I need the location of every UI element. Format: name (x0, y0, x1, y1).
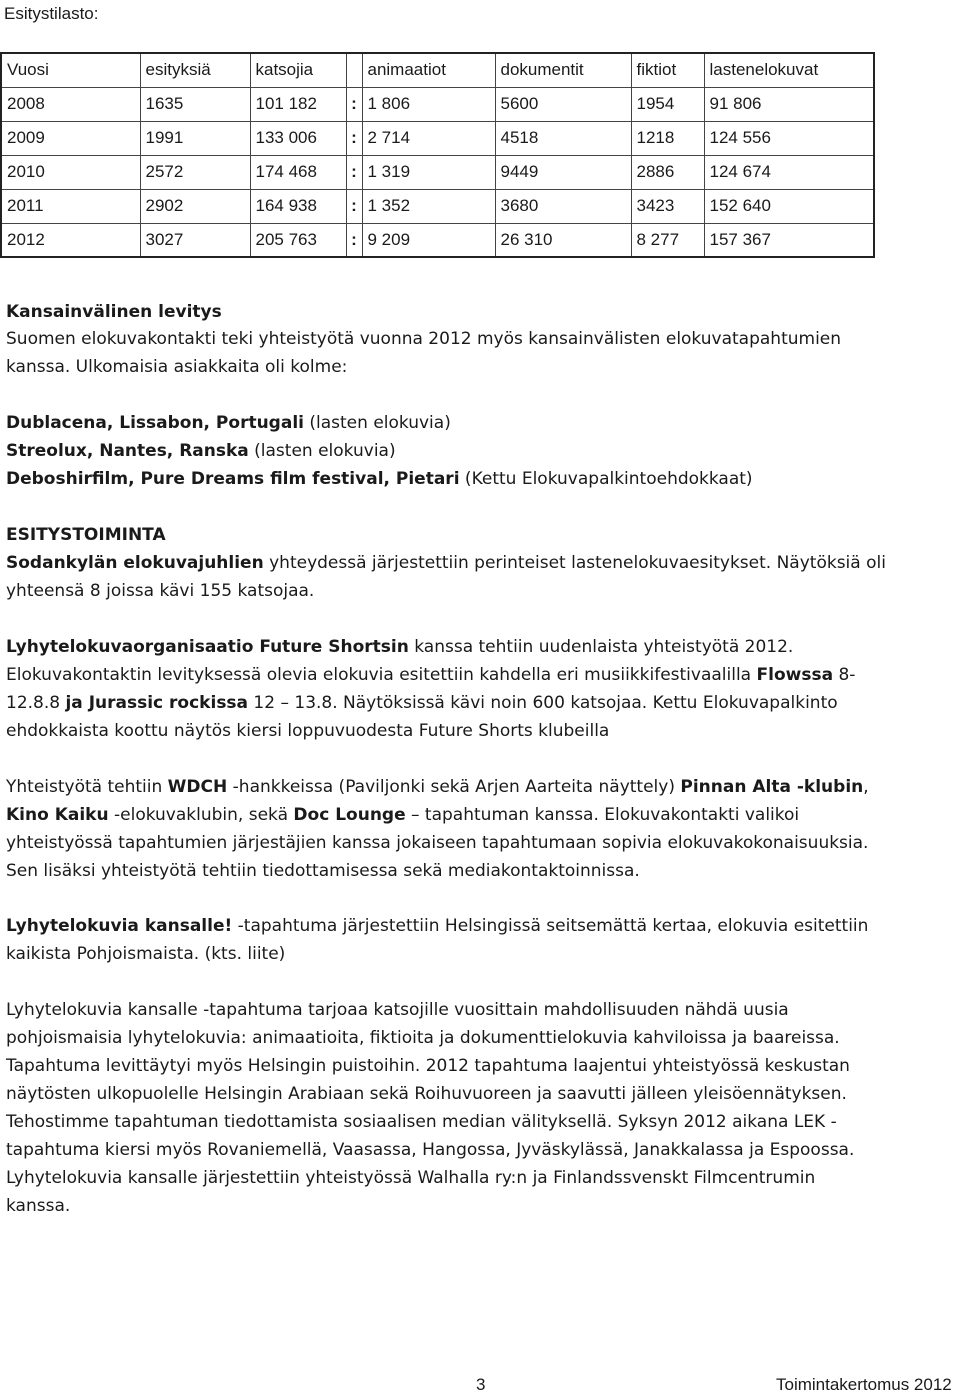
header-cell: animaatiot (362, 53, 495, 87)
table-cell: 2572 (140, 155, 250, 189)
table-cell: : (346, 155, 362, 189)
header-cell: fiktiot (631, 53, 704, 87)
header-cell: esityksiä (140, 53, 250, 87)
table-cell: 1 352 (362, 189, 495, 223)
table-cell: 157 367 (704, 223, 874, 257)
table-cell: 164 938 (250, 189, 346, 223)
footer-doc-title: Toimintakertomus 2012 (776, 1375, 952, 1394)
intl-title: Kansainvälinen levitys (6, 302, 222, 322)
yhteistyo-line: Yhteistyötä tehtiin WDCH -hankkeissa (Paviljonki sekä Arjen Aarteita näyttely) Pinnan Alta -klubin, (6, 777, 869, 797)
client-line: Deboshirfilm, Pure Dreams film festival, Pietari (Kettu Elokuvapalkintoehdokkaat) (6, 469, 753, 489)
lyhyt-desc-line: näytösten ulkopuolelle Helsingin Arabiaan sekä Roihuvuoreen ja saavutti jälleen yleisöennätyksen. (6, 1084, 847, 1104)
header-cell: katsojia (250, 53, 346, 87)
table-cell: 152 640 (704, 189, 874, 223)
lyhyt-desc-line: Tehostimme tapahtuman tiedottamista sosiaalisen median välityksellä. Syksyn 2012 aikana LEK - (6, 1112, 837, 1132)
lyhyt-line: kaikista Pohjoismaista. (kts. liite) (6, 944, 286, 964)
table-row (1, 189, 874, 223)
yhteistyo-line: Sen lisäksi yhteistyötä tehtiin tiedottamisessa sekä mediakontaktoinnissa. (6, 861, 640, 881)
yhteistyo-line: Kino Kaiku -elokuvaklubin, sekä Doc Lounge – tapahtuman kanssa. Elokuvakontakti valikoi (6, 805, 800, 825)
table-cell: : (346, 121, 362, 155)
table-cell: 205 763 (250, 223, 346, 257)
future-line: Elokuvakontaktin levityksessä olevia elokuvia esitettiin kahdella eri musiikkifestivaalilla Flowssa 8- (6, 665, 856, 685)
table-cell: 91 806 (704, 87, 874, 121)
table-cell: 1991 (140, 121, 250, 155)
stats-table (0, 52, 875, 258)
table-cell: 1635 (140, 87, 250, 121)
table-cell: 3680 (495, 189, 631, 223)
table-cell: 1 319 (362, 155, 495, 189)
header-cell (346, 53, 362, 87)
table-row (1, 155, 874, 189)
table-cell: 2902 (140, 189, 250, 223)
table-header-row (1, 53, 874, 87)
table-cell: 5600 (495, 87, 631, 121)
esitys-title: ESITYSTOIMINTA (6, 525, 166, 545)
table-cell: 8 277 (631, 223, 704, 257)
table-cell: 2886 (631, 155, 704, 189)
client-line: Streolux, Nantes, Ranska (lasten elokuvia) (6, 441, 396, 461)
yhteistyo-line: yhteistyössä tapahtumien järjestäjien kanssa jokaiseen tapahtumaan sopivia elokuvakokonaisuuksia. (6, 833, 869, 853)
lyhyt-desc-line: Lyhytelokuvia kansalle järjestettiin yhteistyössä Walhalla ry:n ja Finlandssvenskt Filmcentrumin (6, 1168, 816, 1188)
esitys-line: yhteensä 8 joissa kävi 155 katsojaa. (6, 581, 315, 601)
table-cell: 174 468 (250, 155, 346, 189)
table-cell: 1218 (631, 121, 704, 155)
table-cell: 4518 (495, 121, 631, 155)
table-cell: 124 674 (704, 155, 874, 189)
header-cell: dokumentit (495, 53, 631, 87)
intl-text-line: Suomen elokuvakontakti teki yhteistyötä vuonna 2012 myös kansainvälisten elokuvatapahtumien (6, 329, 842, 349)
table-cell: : (346, 87, 362, 121)
lyhyt-desc-line: tapahtuma kiersi myös Rovaniemellä, Vaasassa, Hangossa, Jyväskylässä, Janakkalassa ja Espoossa. (6, 1140, 855, 1160)
table-cell: 133 006 (250, 121, 346, 155)
table-cell: 2010 (1, 155, 140, 189)
header-cell: Vuosi (1, 53, 140, 87)
future-line: 12.8.8 ja Jurassic rockissa 12 – 13.8. Näytöksissä kävi noin 600 katsojaa. Kettu Elokuvapalkinto (6, 693, 838, 713)
table-cell: 101 182 (250, 87, 346, 121)
table-cell: 26 310 (495, 223, 631, 257)
client-line: Dublacena, Lissabon, Portugali (lasten elokuvia) (6, 413, 451, 433)
page-number: 3 (476, 1375, 486, 1394)
table-cell: 2012 (1, 223, 140, 257)
table-cell: 1954 (631, 87, 704, 121)
lyhyt-desc-line: pohjoismaisia lyhytelokuvia: animaatioita, fiktioita ja dokumenttielokuvia kahviloissa ja baareissa. (6, 1028, 840, 1048)
table-cell: 2 714 (362, 121, 495, 155)
table-cell: 9 209 (362, 223, 495, 257)
table-cell: 3027 (140, 223, 250, 257)
lyhyt-desc-line: Tapahtuma levittäytyi myös Helsingin puistoihin. 2012 tapahtuma laajentui yhteistyössä keskustan (6, 1056, 850, 1076)
table-cell: 124 556 (704, 121, 874, 155)
table-cell: 2011 (1, 189, 140, 223)
table-row (1, 223, 874, 257)
future-line: ehdokkaista koottu näytös kiersi loppuvuodesta Future Shorts klubeilla (6, 721, 610, 741)
lyhyt-line: Lyhytelokuvia kansalle! -tapahtuma järjestettiin Helsingissä seitsemättä kertaa, elokuvia esitettiin (6, 916, 869, 936)
lyhyt-desc-line: kanssa. (6, 1196, 71, 1216)
lyhyt-desc-line: Lyhytelokuvia kansalle -tapahtuma tarjoaa katsojille vuosittain mahdollisuuden nähdä uusia (6, 1000, 789, 1020)
table-row (1, 87, 874, 121)
table-cell: : (346, 189, 362, 223)
stats-heading: Esitystilasto: (4, 4, 99, 23)
table-cell: 2009 (1, 121, 140, 155)
esitys-line: Sodankylän elokuvajuhlien yhteydessä järjestettiin perinteiset lastenelokuvaesitykset. Näytöksiä oli (6, 553, 886, 573)
table-cell: 3423 (631, 189, 704, 223)
future-line: Lyhytelokuvaorganisaatio Future Shortsin kanssa tehtiin uudenlaista yhteistyötä 2012. (6, 637, 794, 657)
table-cell: 1 806 (362, 87, 495, 121)
table-cell: 9449 (495, 155, 631, 189)
table-cell: 2008 (1, 87, 140, 121)
table-cell: : (346, 223, 362, 257)
header-cell: lastenelokuvat (704, 53, 874, 87)
intl-text-line: kanssa. Ulkomaisia asiakkaita oli kolme: (6, 357, 348, 377)
table-row (1, 121, 874, 155)
